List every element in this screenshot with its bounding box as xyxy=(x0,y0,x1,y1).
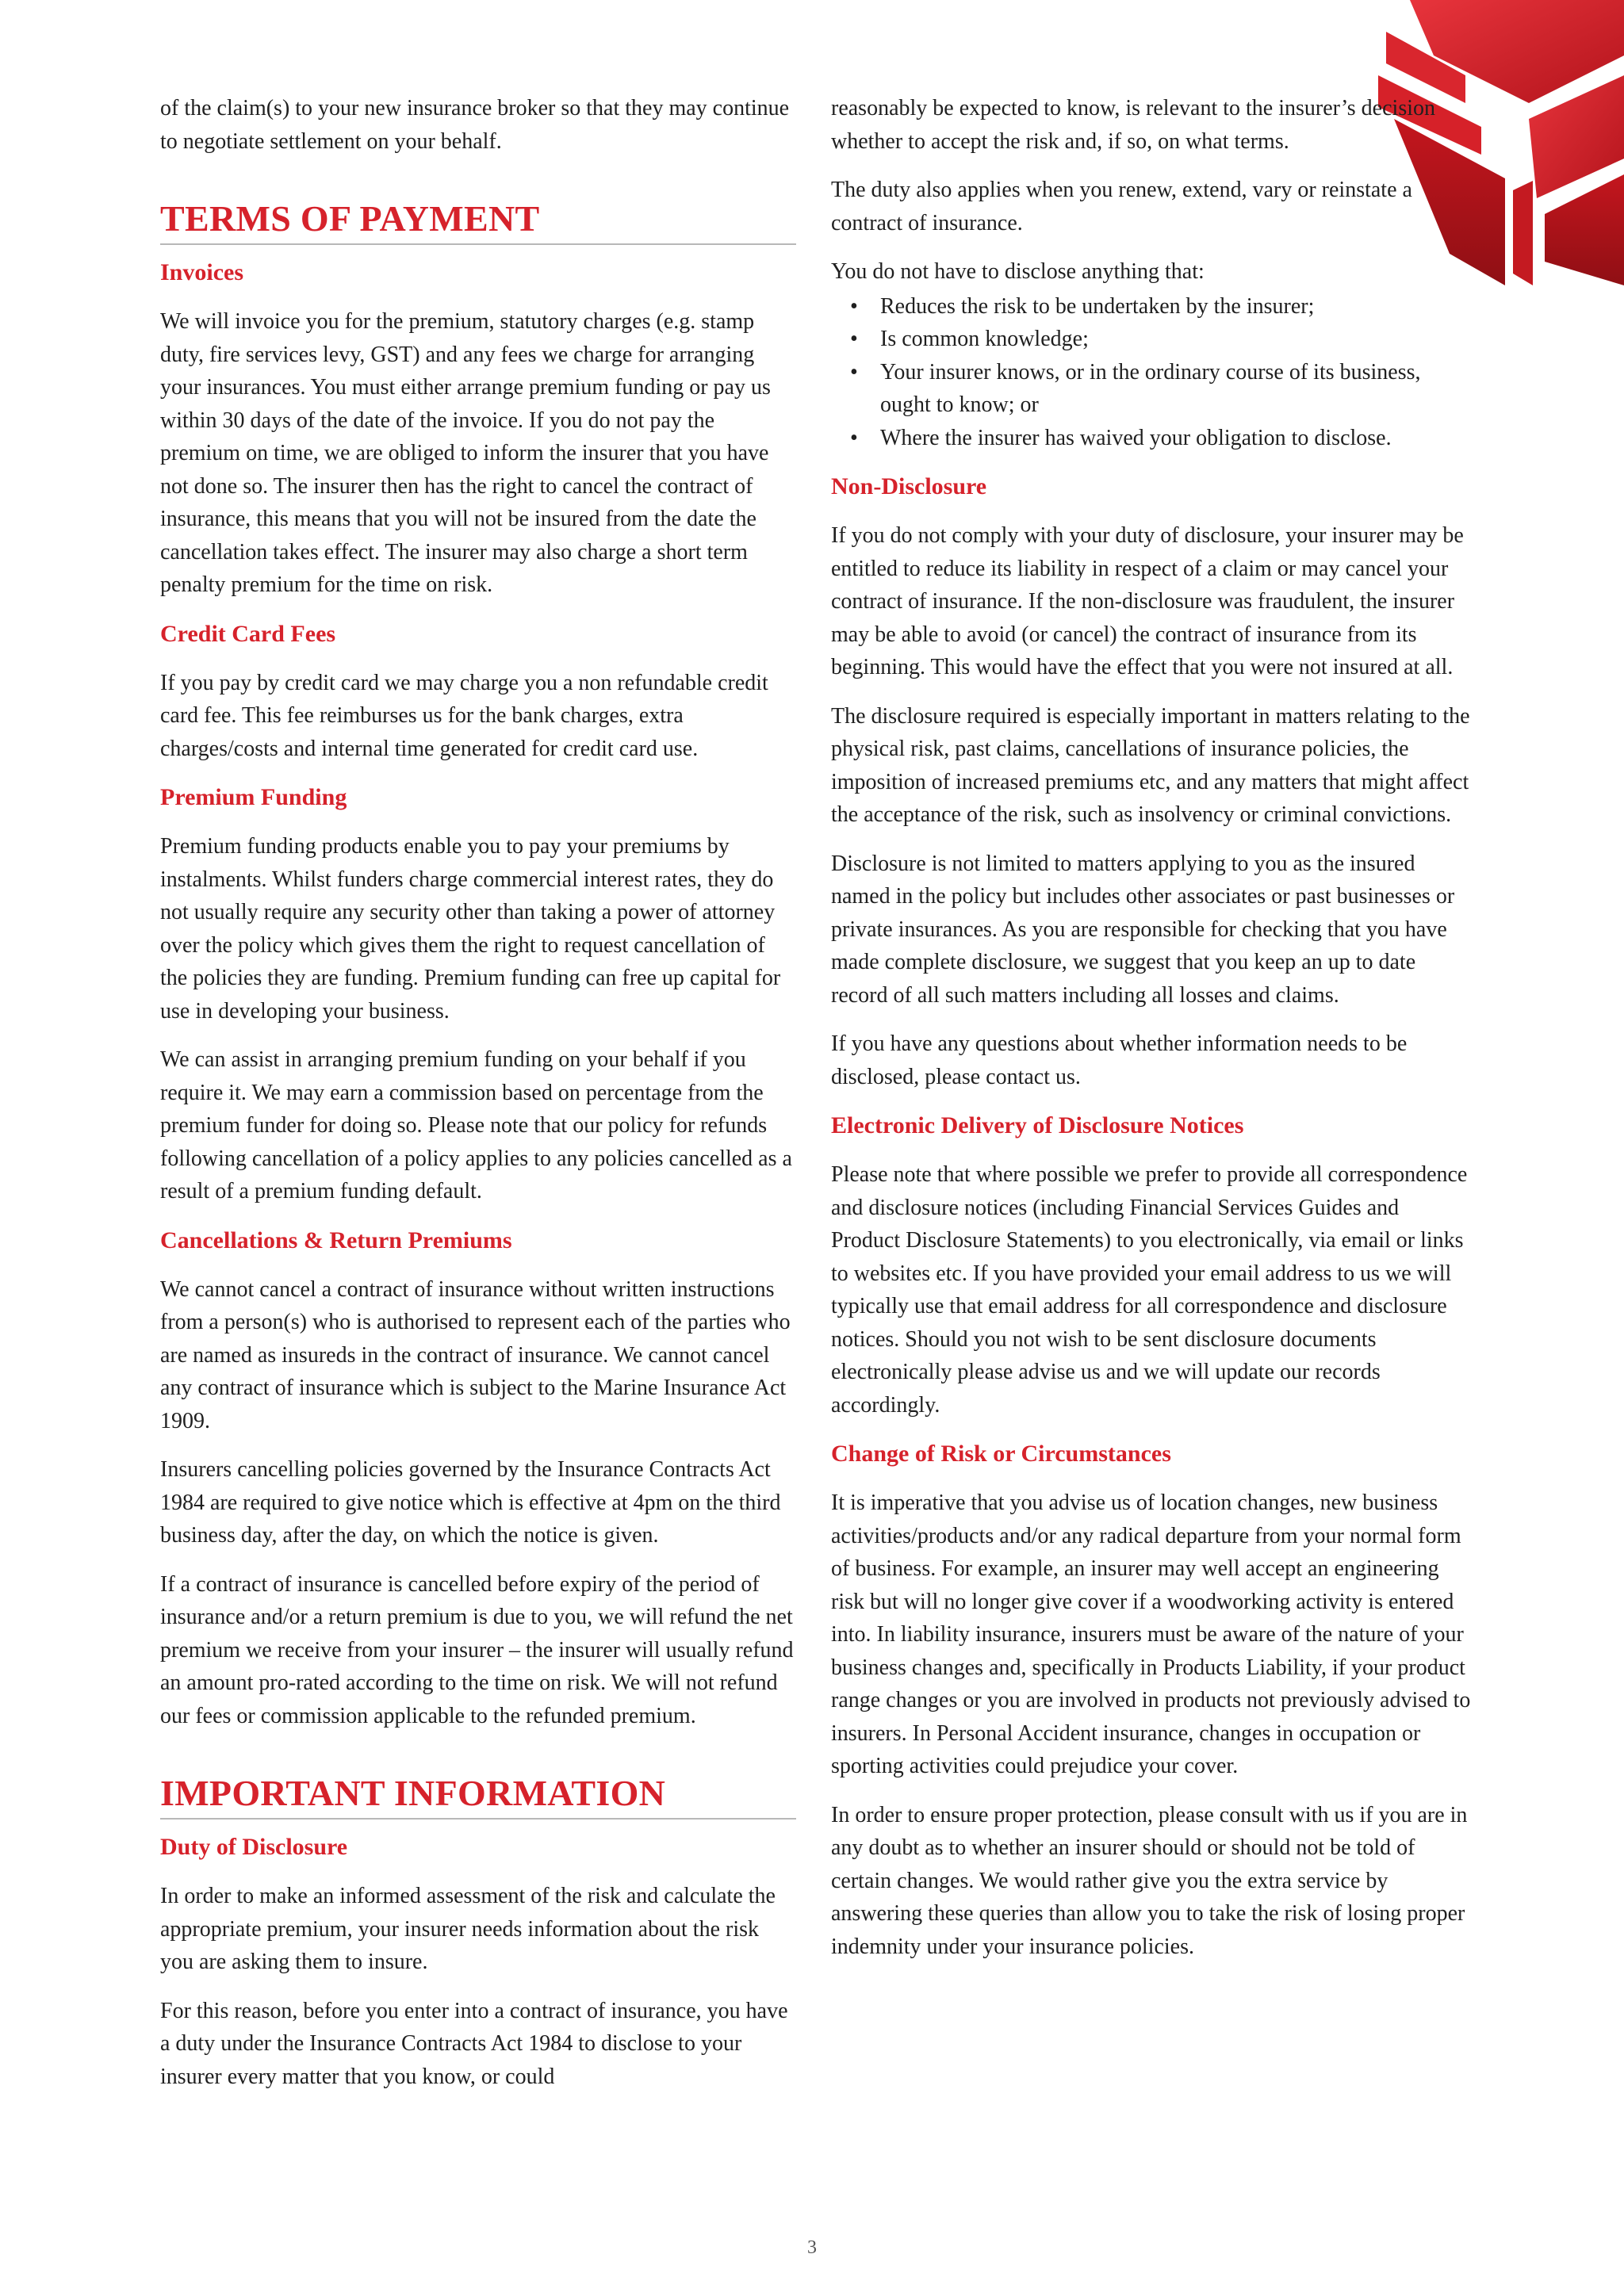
left-column xyxy=(160,92,796,2109)
list-item: • Your insurer knows, or in the ordinary course of its business, ought to know; or xyxy=(831,356,1473,422)
duty-of-disclosure-paragraph-1: In order to make an informed assessment of the risk and calculate the appropriate premium, your insurer needs information about the risk you are asking them to insure. xyxy=(160,1884,776,1974)
invoices-paragraph: We will invoice you for the premium, statutory charges (e.g. stamp duty, fire services levy, GST) and any fees we charge for arranging your insurances. You must either arrange premium funding or pay us within 30 days of the date of the invoice. If you do not pay the premium on time, we are obliged to inform the insurer that you have not done so. The insurer then has the right to cancel the contract of insurance, this means that you will not be insured from the date the cancellation takes effect. The insurer may also charge a short term penalty premium for the time on risk. xyxy=(160,309,771,597)
cancellations-paragraph-2: Insurers cancelling policies governed by the Insurance Contracts Act 1984 are required to give notice which is effective at 4pm on the third business day, after the day, on which the notice is given. xyxy=(160,1457,781,1548)
non-disclosure-heading: Non-Disclosure xyxy=(831,473,987,499)
duty-of-disclosure-paragraph-2: For this reason, before you enter into a contract of insurance, you have a duty under the Insurance Contracts Act 1984 to disclose to your insurer every matter that you know, or could xyxy=(160,1998,788,2089)
duty-renew-paragraph: The duty also applies when you renew, extend, vary or reinstate a contract of insurance. xyxy=(831,178,1412,235)
cancellations-paragraph-1: We cannot cancel a contract of insurance without written instructions from a person(s) who is authorised to represent each of the parties who are named as insureds in the contract of insurance. We cannot cancel any contract of insurance which is subject to the Marine Insurance Act 1909. xyxy=(160,1276,791,1433)
list-item: • Is common knowledge; xyxy=(831,323,1473,356)
right-column xyxy=(831,92,1473,1979)
invoices-heading: Invoices xyxy=(160,259,243,285)
electronic-delivery-paragraph: Please note that where possible we prefer to provide all correspondence and disclosure notices (including Financial Services Guides and Product Disclosure Statements) to you electronically, via email or links to websites etc. If you have provided your email address to us we will typically use that email address for all correspondence and disclosure notices. Should you not wish to be sent disclosure documents electronically please advise us and we will update our records accordingly. xyxy=(831,1162,1468,1418)
change-of-risk-paragraph-1: It is imperative that you advise us of location changes, new business activities/products and/or any radical departure from your normal form of business. For example, an insurer may well accept an engineering risk but will no longer give cover if a woodworking activity is entered into. In liability insurance, insurers must be aware of the nature of your business changes and, specifically in Products Liability, if your product range changes or you are involved in products not previously advised to insurers. In Personal Accident insurance, changes in occupation or sporting activities could prejudice your cover. xyxy=(831,1490,1471,1778)
non-disclosure-paragraph-4: If you have any questions about whether information needs to be disclosed, please contact us. xyxy=(831,1031,1408,1089)
intro-paragraph: of the claim(s) to your new insurance broker so that they may continue to negotiate settlement on your behalf. xyxy=(160,96,790,154)
change-of-risk-paragraph-2: In order to ensure proper protection, please consult with us if you are in any doubt as to whether an insurer should or should not be told of certain changes. We would rather give you the extra service by answering these queries than allow you to take the risk of losing proper indemnity under your insurance policies. xyxy=(831,1802,1468,1959)
duty-continued-paragraph: reasonably be expected to know, is relevant to the insurer’s decision whether to accept the risk and, if so, on what terms. xyxy=(831,96,1435,154)
cancellations-paragraph-3: If a contract of insurance is cancelled before expiry of the period of insurance and/or a return premium is due to you, we will refund the net premium we receive from your insurer – the insurer will usually refund an amount pro-rated according to the time on risk. We will not refund our fees or commission applicable to the refunded premium. xyxy=(160,1571,794,1728)
premium-funding-heading: Premium Funding xyxy=(160,784,347,810)
duty-of-disclosure-heading: Duty of Disclosure xyxy=(160,1834,348,1860)
important-information-heading: IMPORTANT INFORMATION xyxy=(160,1770,796,1820)
list-item: • Where the insurer has waived your obligation to disclose. xyxy=(831,422,1473,455)
list-item: • Reduces the risk to be undertaken by the insurer; xyxy=(831,290,1473,323)
premium-funding-paragraph-2: We can assist in arranging premium funding on your behalf if you require it. We may earn a commission based on percentage from the premium funder for doing so. Please note that our policy for refunds following cancellation of a policy applies to any policies cancelled as a result of a premium funding default. xyxy=(160,1047,792,1203)
change-of-risk-heading: Change of Risk or Circumstances xyxy=(831,1441,1171,1467)
page-number: 3 xyxy=(807,2237,817,2258)
premium-funding-paragraph-1: Premium funding products enable you to pay your premiums by instalments. Whilst funders charge commercial interest rates, they do not usually require any security other than taking a power of attorney over the policy which gives them the right to request cancellation of the policies they are funding. Premium funding can free up capital for use in developing your business. xyxy=(160,834,781,1024)
non-disclosure-paragraph-1: If you do not comply with your duty of disclosure, your insurer may be entitled to reduce its liability in respect of a claim or may cancel your contract of insurance. If the non-disclosure was fraudulent, the insurer may be able to avoid (or cancel) the contract of insurance from its beginning. This would have the effect that you were not insured at all. xyxy=(831,523,1464,679)
non-disclosure-paragraph-2: The disclosure required is especially important in matters relating to the physical risk, past claims, cancellations of insurance policies, the imposition of increased premiums etc, and any matters that might affect the acceptance of the risk, such as insolvency or criminal convictions. xyxy=(831,703,1470,827)
terms-of-payment-heading: TERMS OF PAYMENT xyxy=(160,196,796,245)
non-disclosure-paragraph-3: Disclosure is not limited to matters applying to you as the insured named in the policy but includes other associates or past businesses or private insurances. As you are responsible for checking that you have made complete disclosure, we suggest that you keep an up to date record of all such matters including all losses and claims. xyxy=(831,851,1455,1008)
duty-exceptions-list xyxy=(831,290,1473,455)
electronic-delivery-heading: Electronic Delivery of Disclosure Notices xyxy=(831,1112,1244,1138)
cancellations-heading: Cancellations & Return Premiums xyxy=(160,1226,512,1253)
credit-card-fees-paragraph: If you pay by credit card we may charge you a non refundable credit card fee. This fee reimburses us for the bank charges, extra charges/costs and internal time generated for credit card use. xyxy=(160,670,768,761)
duty-exceptions-intro: You do not have to disclose anything that: xyxy=(831,259,1205,284)
credit-card-fees-heading: Credit Card Fees xyxy=(160,620,336,647)
